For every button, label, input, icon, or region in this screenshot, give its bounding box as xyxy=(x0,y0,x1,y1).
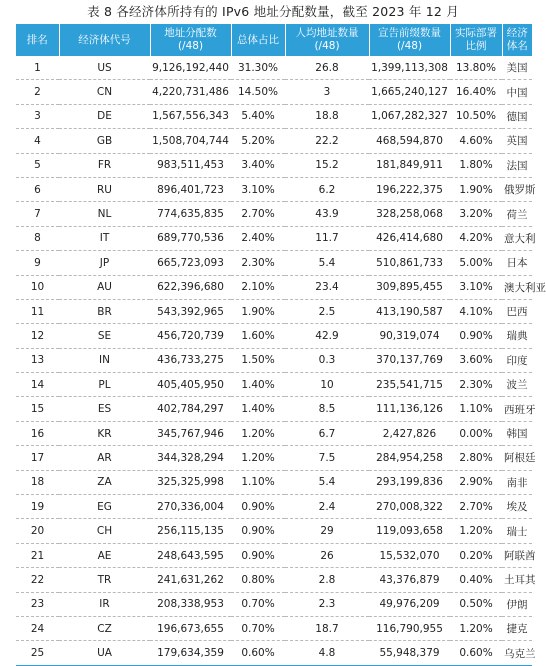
header-share: 总体占比 xyxy=(231,24,285,56)
cell-deploy: 0.00% xyxy=(450,421,502,445)
cell-name: 乌克兰 xyxy=(502,641,532,665)
table-row xyxy=(16,324,532,348)
cell-code: IN xyxy=(59,348,150,372)
cell-share: 2.10% xyxy=(231,275,285,299)
cell-percap: 29 xyxy=(285,519,369,543)
cell-rank: 10 xyxy=(16,275,59,299)
ipv6-allocation-table xyxy=(16,24,546,666)
cell-share: 1.20% xyxy=(231,446,285,470)
cell-code: TR xyxy=(59,568,150,592)
table-row xyxy=(16,519,532,543)
cell-deploy: 3.20% xyxy=(450,202,502,226)
header-announced xyxy=(369,24,450,56)
cell-deploy: 0.90% xyxy=(450,324,502,348)
cell-rank: 3 xyxy=(16,104,59,128)
cell-rank: 15 xyxy=(16,397,59,421)
cell-announced: 1,067,282,327 xyxy=(369,104,450,128)
cell-share: 5.20% xyxy=(231,129,285,153)
cell-percap: 3 xyxy=(285,80,369,104)
table-row xyxy=(16,348,532,372)
cell-code: IT xyxy=(59,226,150,250)
cell-announced: 270,008,322 xyxy=(369,495,450,519)
cell-percap: 42.9 xyxy=(285,324,369,348)
table-row xyxy=(16,80,532,104)
cell-alloc: 179,634,359 xyxy=(150,641,231,665)
cell-alloc: 248,643,595 xyxy=(150,543,231,567)
cell-deploy: 0.40% xyxy=(450,568,502,592)
cell-code: JP xyxy=(59,251,150,275)
cell-percap: 4.8 xyxy=(285,641,369,665)
cell-rank: 5 xyxy=(16,153,59,177)
cell-name: 阿根廷 xyxy=(502,446,532,470)
cell-rank: 13 xyxy=(16,348,59,372)
cell-alloc: 896,401,723 xyxy=(150,177,231,201)
cell-announced: 119,093,658 xyxy=(369,519,450,543)
cell-rank: 8 xyxy=(16,226,59,250)
cell-deploy: 1.20% xyxy=(450,616,502,640)
cell-rank: 25 xyxy=(16,641,59,665)
cell-share: 0.80% xyxy=(231,568,285,592)
cell-deploy: 1.80% xyxy=(450,153,502,177)
cell-percap: 18.8 xyxy=(285,104,369,128)
cell-alloc: 9,126,192,440 xyxy=(150,56,231,80)
cell-alloc: 405,405,950 xyxy=(150,373,231,397)
cell-deploy: 2.70% xyxy=(450,495,502,519)
cell-deploy: 2.30% xyxy=(450,373,502,397)
cell-share: 1.60% xyxy=(231,324,285,348)
cell-alloc: 345,767,946 xyxy=(150,421,231,445)
table-row xyxy=(16,129,532,153)
cell-name: 英国 xyxy=(502,129,532,153)
cell-code: CN xyxy=(59,80,150,104)
cell-alloc: 270,336,004 xyxy=(150,495,231,519)
cell-code: UA xyxy=(59,641,150,665)
cell-deploy: 3.10% xyxy=(450,275,502,299)
cell-code: AE xyxy=(59,543,150,567)
cell-rank: 20 xyxy=(16,519,59,543)
cell-deploy: 1.90% xyxy=(450,177,502,201)
cell-rank: 19 xyxy=(16,495,59,519)
cell-deploy: 0.20% xyxy=(450,543,502,567)
cell-percap: 6.7 xyxy=(285,421,369,445)
table-row xyxy=(16,299,532,323)
cell-name: 意大利 xyxy=(502,226,532,250)
cell-announced: 181,849,911 xyxy=(369,153,450,177)
table-row xyxy=(16,470,532,494)
header-rank: 排名 xyxy=(16,24,59,56)
cell-code: RU xyxy=(59,177,150,201)
cell-deploy: 0.50% xyxy=(450,592,502,616)
cell-rank: 4 xyxy=(16,129,59,153)
cell-percap: 22.2 xyxy=(285,129,369,153)
cell-alloc: 344,328,294 xyxy=(150,446,231,470)
cell-share: 3.40% xyxy=(231,153,285,177)
cell-name: 捷克 xyxy=(502,616,532,640)
cell-deploy: 1.20% xyxy=(450,519,502,543)
cell-announced: 2,427,826 xyxy=(369,421,450,445)
cell-rank: 2 xyxy=(16,80,59,104)
cell-share: 2.40% xyxy=(231,226,285,250)
header-percap-line2: (/48) xyxy=(314,40,340,52)
cell-share: 3.10% xyxy=(231,177,285,201)
table-title: 表 8 各经济体所持有的 IPv6 地址分配数量，截至 2023 年 12 月 xyxy=(87,4,459,19)
cell-announced: 111,136,126 xyxy=(369,397,450,421)
cell-deploy: 4.10% xyxy=(450,299,502,323)
cell-code: EG xyxy=(59,495,150,519)
cell-name: 法国 xyxy=(502,153,532,177)
cell-percap: 0.3 xyxy=(285,348,369,372)
cell-rank: 12 xyxy=(16,324,59,348)
cell-alloc: 241,631,262 xyxy=(150,568,231,592)
cell-name: 美国 xyxy=(502,56,532,80)
table-row xyxy=(16,397,532,421)
cell-alloc: 622,396,680 xyxy=(150,275,231,299)
table-row xyxy=(16,421,532,445)
header-percap xyxy=(285,24,369,56)
cell-alloc: 689,770,536 xyxy=(150,226,231,250)
cell-percap: 11.7 xyxy=(285,226,369,250)
cell-code: IR xyxy=(59,592,150,616)
cell-rank: 1 xyxy=(16,56,59,80)
cell-share: 1.90% xyxy=(231,299,285,323)
cell-name: 西班牙 xyxy=(502,397,532,421)
cell-percap: 8.5 xyxy=(285,397,369,421)
cell-announced: 468,594,870 xyxy=(369,129,450,153)
cell-percap: 6.2 xyxy=(285,177,369,201)
cell-rank: 14 xyxy=(16,373,59,397)
cell-share: 0.90% xyxy=(231,519,285,543)
cell-rank: 16 xyxy=(16,421,59,445)
cell-alloc: 436,733,275 xyxy=(150,348,231,372)
table-row xyxy=(16,616,532,640)
cell-rank: 24 xyxy=(16,616,59,640)
cell-percap: 5.4 xyxy=(285,470,369,494)
cell-name: 印度 xyxy=(502,348,532,372)
cell-announced: 293,199,836 xyxy=(369,470,450,494)
header-alloc: 地址分配数(/48) xyxy=(150,24,231,56)
cell-name: 伊朗 xyxy=(502,592,532,616)
cell-deploy: 13.80% xyxy=(450,56,502,80)
cell-percap: 26.8 xyxy=(285,56,369,80)
cell-name: 瑞典 xyxy=(502,324,532,348)
cell-code: NL xyxy=(59,202,150,226)
cell-code: ZA xyxy=(59,470,150,494)
cell-code: KR xyxy=(59,421,150,445)
cell-alloc: 1,567,556,343 xyxy=(150,104,231,128)
cell-percap: 2.4 xyxy=(285,495,369,519)
cell-rank: 22 xyxy=(16,568,59,592)
cell-alloc: 665,723,093 xyxy=(150,251,231,275)
cell-name: 波兰 xyxy=(502,373,532,397)
cell-name: 瑞士 xyxy=(502,519,532,543)
table-header xyxy=(16,24,532,56)
header-name: 经济体名 xyxy=(502,24,532,56)
cell-alloc: 256,115,135 xyxy=(150,519,231,543)
cell-announced: 309,895,455 xyxy=(369,275,450,299)
cell-alloc: 402,784,297 xyxy=(150,397,231,421)
cell-rank: 6 xyxy=(16,177,59,201)
cell-name: 阿联酋 xyxy=(502,543,532,567)
table-row xyxy=(16,543,532,567)
cell-code: DE xyxy=(59,104,150,128)
cell-deploy: 2.90% xyxy=(450,470,502,494)
cell-alloc: 983,511,453 xyxy=(150,153,231,177)
cell-announced: 235,541,715 xyxy=(369,373,450,397)
cell-rank: 7 xyxy=(16,202,59,226)
cell-announced: 49,976,209 xyxy=(369,592,450,616)
cell-alloc: 325,325,998 xyxy=(150,470,231,494)
cell-code: AU xyxy=(59,275,150,299)
cell-share: 31.30% xyxy=(231,56,285,80)
cell-announced: 55,948,379 xyxy=(369,641,450,665)
cell-name: 中国 xyxy=(502,80,532,104)
table-row xyxy=(16,56,532,80)
cell-share: 1.40% xyxy=(231,397,285,421)
cell-deploy: 4.20% xyxy=(450,226,502,250)
cell-name: 埃及 xyxy=(502,495,532,519)
cell-share: 1.10% xyxy=(231,470,285,494)
cell-share: 0.60% xyxy=(231,641,285,665)
table-row xyxy=(16,153,532,177)
cell-alloc: 4,220,731,486 xyxy=(150,80,231,104)
cell-deploy: 4.60% xyxy=(450,129,502,153)
cell-name: 荷兰 xyxy=(502,202,532,226)
cell-rank: 11 xyxy=(16,299,59,323)
cell-code: CH xyxy=(59,519,150,543)
cell-code: BR xyxy=(59,299,150,323)
cell-announced: 196,222,375 xyxy=(369,177,450,201)
table-row xyxy=(16,592,532,616)
cell-announced: 328,258,068 xyxy=(369,202,450,226)
cell-alloc: 543,392,965 xyxy=(150,299,231,323)
cell-percap: 26 xyxy=(285,543,369,567)
header-percap-line1: 人均地址数量 xyxy=(295,27,359,39)
cell-deploy: 1.10% xyxy=(450,397,502,421)
cell-percap: 10 xyxy=(285,373,369,397)
cell-announced: 284,954,258 xyxy=(369,446,450,470)
cell-rank: 9 xyxy=(16,251,59,275)
cell-deploy: 2.80% xyxy=(450,446,502,470)
table-row xyxy=(16,202,532,226)
cell-code: FR xyxy=(59,153,150,177)
cell-alloc: 1,508,704,744 xyxy=(150,129,231,153)
cell-percap: 15.2 xyxy=(285,153,369,177)
cell-announced: 90,319,074 xyxy=(369,324,450,348)
cell-name: 德国 xyxy=(502,104,532,128)
table-row xyxy=(16,641,532,665)
cell-deploy: 10.50% xyxy=(450,104,502,128)
cell-code: SE xyxy=(59,324,150,348)
cell-percap: 43.9 xyxy=(285,202,369,226)
table-row xyxy=(16,373,532,397)
header-code: 经济体代号 xyxy=(59,24,150,56)
cell-share: 5.40% xyxy=(231,104,285,128)
cell-share: 0.70% xyxy=(231,592,285,616)
cell-code: PL xyxy=(59,373,150,397)
cell-announced: 43,376,879 xyxy=(369,568,450,592)
cell-deploy: 0.60% xyxy=(450,641,502,665)
table-row xyxy=(16,251,532,275)
table-row xyxy=(16,275,532,299)
cell-share: 2.30% xyxy=(231,251,285,275)
cell-announced: 426,414,680 xyxy=(369,226,450,250)
cell-announced: 116,790,955 xyxy=(369,616,450,640)
cell-announced: 413,190,587 xyxy=(369,299,450,323)
cell-name: 土耳其 xyxy=(502,568,532,592)
cell-alloc: 774,635,835 xyxy=(150,202,231,226)
cell-share: 0.90% xyxy=(231,495,285,519)
table-row xyxy=(16,177,532,201)
cell-announced: 1,665,240,127 xyxy=(369,80,450,104)
cell-share: 2.70% xyxy=(231,202,285,226)
cell-percap: 23.4 xyxy=(285,275,369,299)
cell-announced: 370,137,769 xyxy=(369,348,450,372)
table-row xyxy=(16,495,532,519)
cell-code: US xyxy=(59,56,150,80)
header-row xyxy=(16,24,532,56)
cell-name: 日本 xyxy=(502,251,532,275)
cell-share: 1.50% xyxy=(231,348,285,372)
cell-code: GB xyxy=(59,129,150,153)
header-deploy: 实际部署比例 xyxy=(450,24,502,56)
cell-announced: 15,532,070 xyxy=(369,543,450,567)
cell-percap: 18.7 xyxy=(285,616,369,640)
cell-deploy: 5.00% xyxy=(450,251,502,275)
cell-announced: 1,399,113,308 xyxy=(369,56,450,80)
cell-alloc: 196,673,655 xyxy=(150,616,231,640)
cell-rank: 21 xyxy=(16,543,59,567)
cell-percap: 2.8 xyxy=(285,568,369,592)
cell-percap: 2.3 xyxy=(285,592,369,616)
table-body xyxy=(16,56,546,665)
table-row xyxy=(16,568,532,592)
table-row xyxy=(16,226,532,250)
cell-share: 0.70% xyxy=(231,616,285,640)
cell-percap: 5.4 xyxy=(285,251,369,275)
cell-alloc: 208,338,953 xyxy=(150,592,231,616)
cell-name: 南非 xyxy=(502,470,532,494)
header-announced-line2: (/48) xyxy=(396,40,423,52)
cell-name: 俄罗斯 xyxy=(502,177,532,201)
cell-rank: 17 xyxy=(16,446,59,470)
cell-rank: 23 xyxy=(16,592,59,616)
cell-code: CZ xyxy=(59,616,150,640)
cell-name: 澳大利亚 xyxy=(502,275,532,299)
cell-deploy: 16.40% xyxy=(450,80,502,104)
cell-share: 0.90% xyxy=(231,543,285,567)
table-row xyxy=(16,446,532,470)
cell-name: 韩国 xyxy=(502,421,532,445)
cell-share: 14.50% xyxy=(231,80,285,104)
cell-code: AR xyxy=(59,446,150,470)
table-row xyxy=(16,104,532,128)
cell-rank: 18 xyxy=(16,470,59,494)
header-announced-line1: 宣告前缀数量 xyxy=(378,27,441,39)
cell-alloc: 456,720,739 xyxy=(150,324,231,348)
cell-percap: 7.5 xyxy=(285,446,369,470)
cell-deploy: 3.60% xyxy=(450,348,502,372)
cell-name: 巴西 xyxy=(502,299,532,323)
cell-share: 1.20% xyxy=(231,421,285,445)
cell-announced: 510,861,733 xyxy=(369,251,450,275)
cell-percap: 2.5 xyxy=(285,299,369,323)
cell-share: 1.40% xyxy=(231,373,285,397)
cell-code: ES xyxy=(59,397,150,421)
